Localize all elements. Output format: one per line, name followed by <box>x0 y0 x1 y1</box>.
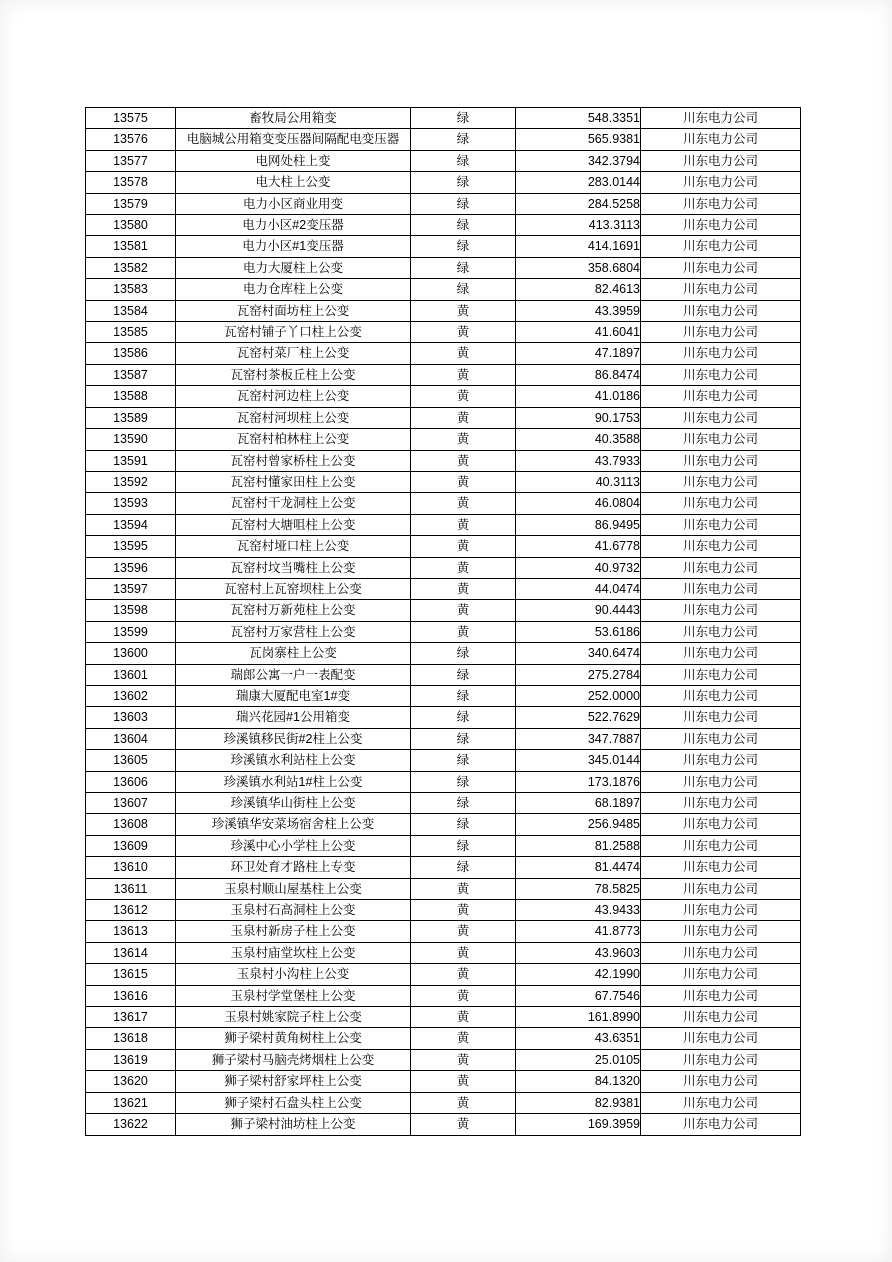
cell-name: 珍溪镇水利站柱上公变 <box>176 750 411 771</box>
cell-value: 86.8474 <box>516 364 641 385</box>
cell-value: 41.6778 <box>516 536 641 557</box>
table-row <box>86 857 801 878</box>
table-row <box>86 1049 801 1070</box>
cell-id: 13610 <box>86 857 176 878</box>
cell-id: 13607 <box>86 793 176 814</box>
cell-company: 川东电力公司 <box>641 621 801 642</box>
cell-id: 13577 <box>86 150 176 171</box>
cell-value: 42.1990 <box>516 964 641 985</box>
cell-name: 瓦窑村垭口柱上公变 <box>176 536 411 557</box>
table-row <box>86 215 801 236</box>
cell-value: 86.9495 <box>516 514 641 535</box>
cell-name: 瓦窑村万新苑柱上公变 <box>176 600 411 621</box>
cell-name: 狮子梁村石盘头柱上公变 <box>176 1092 411 1113</box>
cell-company: 川东电力公司 <box>641 193 801 214</box>
table-row <box>86 514 801 535</box>
cell-value: 413.3113 <box>516 215 641 236</box>
cell-name: 瓦窑村曾家桥柱上公变 <box>176 450 411 471</box>
cell-value: 522.7629 <box>516 707 641 728</box>
cell-company: 川东电力公司 <box>641 300 801 321</box>
table-row <box>86 322 801 343</box>
cell-company: 川东电力公司 <box>641 1028 801 1049</box>
table-row <box>86 793 801 814</box>
table-row <box>86 279 801 300</box>
cell-company: 川东电力公司 <box>641 279 801 300</box>
cell-value: 565.9381 <box>516 129 641 150</box>
cell-name: 瓦窑村柏林柱上公变 <box>176 429 411 450</box>
table-row <box>86 600 801 621</box>
cell-company: 川东电力公司 <box>641 343 801 364</box>
cell-value: 345.0144 <box>516 750 641 771</box>
cell-status: 绿 <box>411 279 516 300</box>
table-row <box>86 1071 801 1092</box>
cell-id: 13592 <box>86 471 176 492</box>
cell-status: 黄 <box>411 578 516 599</box>
table-row <box>86 364 801 385</box>
cell-id: 13596 <box>86 557 176 578</box>
cell-value: 81.2588 <box>516 835 641 856</box>
cell-value: 256.9485 <box>516 814 641 835</box>
cell-company: 川东电力公司 <box>641 1007 801 1028</box>
cell-status: 绿 <box>411 193 516 214</box>
cell-name: 狮子梁村油坊柱上公变 <box>176 1114 411 1135</box>
cell-company: 川东电力公司 <box>641 878 801 899</box>
cell-name: 瓦窑村坟当嘴柱上公变 <box>176 557 411 578</box>
table-row <box>86 386 801 407</box>
cell-status: 黄 <box>411 1071 516 1092</box>
cell-company: 川东电力公司 <box>641 514 801 535</box>
cell-status: 绿 <box>411 857 516 878</box>
cell-status: 绿 <box>411 150 516 171</box>
cell-id: 13611 <box>86 878 176 899</box>
cell-company: 川东电力公司 <box>641 921 801 942</box>
cell-id: 13622 <box>86 1114 176 1135</box>
cell-id: 13621 <box>86 1092 176 1113</box>
cell-id: 13582 <box>86 257 176 278</box>
cell-id: 13590 <box>86 429 176 450</box>
cell-name: 瓦窑村上瓦窑坝柱上公变 <box>176 578 411 599</box>
cell-id: 13588 <box>86 386 176 407</box>
cell-status: 黄 <box>411 1049 516 1070</box>
cell-id: 13619 <box>86 1049 176 1070</box>
cell-company: 川东电力公司 <box>641 536 801 557</box>
cell-company: 川东电力公司 <box>641 1049 801 1070</box>
cell-status: 黄 <box>411 1007 516 1028</box>
cell-name: 瓦窑村河边柱上公变 <box>176 386 411 407</box>
table-row <box>86 578 801 599</box>
cell-value: 46.0804 <box>516 493 641 514</box>
cell-id: 13602 <box>86 685 176 706</box>
table-row <box>86 921 801 942</box>
table-row <box>86 1114 801 1135</box>
cell-status: 黄 <box>411 429 516 450</box>
cell-company: 川东电力公司 <box>641 150 801 171</box>
cell-company: 川东电力公司 <box>641 814 801 835</box>
cell-status: 绿 <box>411 793 516 814</box>
cell-name: 玉泉村小沟柱上公变 <box>176 964 411 985</box>
cell-company: 川东电力公司 <box>641 1071 801 1092</box>
cell-status: 绿 <box>411 814 516 835</box>
cell-id: 13609 <box>86 835 176 856</box>
cell-id: 13597 <box>86 578 176 599</box>
cell-company: 川东电力公司 <box>641 985 801 1006</box>
table-row <box>86 557 801 578</box>
cell-name: 电网处柱上变 <box>176 150 411 171</box>
cell-status: 黄 <box>411 1028 516 1049</box>
cell-id: 13612 <box>86 900 176 921</box>
cell-value: 40.9732 <box>516 557 641 578</box>
table-row <box>86 471 801 492</box>
cell-company: 川东电力公司 <box>641 707 801 728</box>
cell-name: 珍溪镇移民街#2柱上公变 <box>176 728 411 749</box>
cell-id: 13601 <box>86 664 176 685</box>
cell-value: 358.6804 <box>516 257 641 278</box>
cell-status: 绿 <box>411 771 516 792</box>
cell-status: 黄 <box>411 536 516 557</box>
cell-company: 川东电力公司 <box>641 450 801 471</box>
cell-id: 13578 <box>86 172 176 193</box>
cell-company: 川东电力公司 <box>641 364 801 385</box>
cell-company: 川东电力公司 <box>641 215 801 236</box>
cell-status: 绿 <box>411 172 516 193</box>
cell-status: 黄 <box>411 942 516 963</box>
cell-value: 67.7546 <box>516 985 641 1006</box>
cell-name: 电力大厦柱上公变 <box>176 257 411 278</box>
table-row <box>86 643 801 664</box>
cell-name: 狮子梁村黄角树柱上公变 <box>176 1028 411 1049</box>
cell-value: 275.2784 <box>516 664 641 685</box>
cell-value: 47.1897 <box>516 343 641 364</box>
cell-value: 68.1897 <box>516 793 641 814</box>
cell-status: 黄 <box>411 964 516 985</box>
cell-id: 13599 <box>86 621 176 642</box>
cell-id: 13618 <box>86 1028 176 1049</box>
cell-company: 川东电力公司 <box>641 900 801 921</box>
cell-company: 川东电力公司 <box>641 407 801 428</box>
cell-name: 玉泉村学堂堡柱上公变 <box>176 985 411 1006</box>
cell-value: 283.0144 <box>516 172 641 193</box>
cell-value: 414.1691 <box>516 236 641 257</box>
table-row <box>86 878 801 899</box>
cell-id: 13591 <box>86 450 176 471</box>
cell-value: 81.4474 <box>516 857 641 878</box>
cell-status: 绿 <box>411 215 516 236</box>
cell-status: 黄 <box>411 900 516 921</box>
cell-id: 13579 <box>86 193 176 214</box>
table-row <box>86 172 801 193</box>
cell-name: 瓦窑村河坝柱上公变 <box>176 407 411 428</box>
cell-company: 川东电力公司 <box>641 857 801 878</box>
cell-name: 珍溪镇水利站1#柱上公变 <box>176 771 411 792</box>
cell-status: 黄 <box>411 343 516 364</box>
cell-status: 绿 <box>411 643 516 664</box>
cell-name: 珍溪镇华山街柱上公变 <box>176 793 411 814</box>
cell-company: 川东电力公司 <box>641 600 801 621</box>
cell-name: 环卫处育才路柱上专变 <box>176 857 411 878</box>
cell-id: 13620 <box>86 1071 176 1092</box>
cell-value: 284.5258 <box>516 193 641 214</box>
cell-name: 瓦岗寨柱上公变 <box>176 643 411 664</box>
table-row <box>86 664 801 685</box>
cell-value: 347.7887 <box>516 728 641 749</box>
cell-value: 41.8773 <box>516 921 641 942</box>
cell-name: 电力仓库柱上公变 <box>176 279 411 300</box>
cell-company: 川东电力公司 <box>641 578 801 599</box>
table-row <box>86 343 801 364</box>
cell-status: 黄 <box>411 557 516 578</box>
cell-status: 黄 <box>411 621 516 642</box>
cell-name: 畜牧局公用箱变 <box>176 108 411 129</box>
cell-value: 25.0105 <box>516 1049 641 1070</box>
cell-value: 43.3959 <box>516 300 641 321</box>
table-row <box>86 193 801 214</box>
cell-id: 13585 <box>86 322 176 343</box>
table-row <box>86 257 801 278</box>
cell-name: 玉泉村顺山屋基柱上公变 <box>176 878 411 899</box>
cell-status: 黄 <box>411 407 516 428</box>
cell-company: 川东电力公司 <box>641 728 801 749</box>
table-row <box>86 450 801 471</box>
cell-id: 13589 <box>86 407 176 428</box>
cell-company: 川东电力公司 <box>641 643 801 664</box>
table-row <box>86 536 801 557</box>
cell-value: 53.6186 <box>516 621 641 642</box>
cell-value: 173.1876 <box>516 771 641 792</box>
cell-id: 13581 <box>86 236 176 257</box>
cell-company: 川东电力公司 <box>641 557 801 578</box>
cell-value: 548.3351 <box>516 108 641 129</box>
cell-id: 13584 <box>86 300 176 321</box>
cell-status: 绿 <box>411 685 516 706</box>
cell-id: 13586 <box>86 343 176 364</box>
cell-value: 161.8990 <box>516 1007 641 1028</box>
cell-value: 43.9603 <box>516 942 641 963</box>
cell-id: 13605 <box>86 750 176 771</box>
cell-status: 绿 <box>411 728 516 749</box>
cell-value: 342.3794 <box>516 150 641 171</box>
cell-value: 169.3959 <box>516 1114 641 1135</box>
cell-company: 川东电力公司 <box>641 793 801 814</box>
cell-name: 电大柱上公变 <box>176 172 411 193</box>
cell-name: 瑞兴花园#1公用箱变 <box>176 707 411 728</box>
cell-id: 13600 <box>86 643 176 664</box>
cell-name: 瓦窑村干龙洞柱上公变 <box>176 493 411 514</box>
cell-status: 黄 <box>411 322 516 343</box>
cell-value: 40.3588 <box>516 429 641 450</box>
cell-company: 川东电力公司 <box>641 429 801 450</box>
cell-name: 瑞康大厦配电室1#变 <box>176 685 411 706</box>
cell-name: 珍溪镇华安菜场宿舍柱上公变 <box>176 814 411 835</box>
cell-value: 82.4613 <box>516 279 641 300</box>
cell-company: 川东电力公司 <box>641 1092 801 1113</box>
cell-company: 川东电力公司 <box>641 493 801 514</box>
cell-status: 黄 <box>411 450 516 471</box>
cell-id: 13580 <box>86 215 176 236</box>
cell-name: 狮子梁村舒家坪柱上公变 <box>176 1071 411 1092</box>
table-row <box>86 942 801 963</box>
cell-name: 瓦窑村面坊柱上公变 <box>176 300 411 321</box>
cell-name: 瓦窑村大塘咀柱上公变 <box>176 514 411 535</box>
cell-company: 川东电力公司 <box>641 236 801 257</box>
table-row <box>86 728 801 749</box>
cell-status: 黄 <box>411 1092 516 1113</box>
cell-name: 玉泉村姚家院子柱上公变 <box>176 1007 411 1028</box>
cell-name: 电力小区#1变压器 <box>176 236 411 257</box>
table-row <box>86 900 801 921</box>
table-row <box>86 150 801 171</box>
cell-id: 13583 <box>86 279 176 300</box>
cell-status: 黄 <box>411 493 516 514</box>
cell-status: 绿 <box>411 707 516 728</box>
cell-id: 13604 <box>86 728 176 749</box>
cell-company: 川东电力公司 <box>641 685 801 706</box>
cell-status: 黄 <box>411 985 516 1006</box>
table-row <box>86 685 801 706</box>
cell-id: 13615 <box>86 964 176 985</box>
cell-company: 川东电力公司 <box>641 108 801 129</box>
cell-value: 43.7933 <box>516 450 641 471</box>
cell-id: 13608 <box>86 814 176 835</box>
table-row <box>86 429 801 450</box>
cell-company: 川东电力公司 <box>641 257 801 278</box>
table-row <box>86 300 801 321</box>
cell-value: 252.0000 <box>516 685 641 706</box>
cell-name: 瓦窑村茶板丘柱上公变 <box>176 364 411 385</box>
cell-status: 黄 <box>411 364 516 385</box>
table-row <box>86 1028 801 1049</box>
table-row <box>86 1092 801 1113</box>
cell-company: 川东电力公司 <box>641 664 801 685</box>
cell-value: 82.9381 <box>516 1092 641 1113</box>
cell-value: 41.0186 <box>516 386 641 407</box>
cell-name: 瑞郎公寓一户一表配变 <box>176 664 411 685</box>
cell-status: 绿 <box>411 129 516 150</box>
cell-status: 黄 <box>411 471 516 492</box>
table-row <box>86 493 801 514</box>
cell-company: 川东电力公司 <box>641 322 801 343</box>
cell-id: 13598 <box>86 600 176 621</box>
table-row <box>86 621 801 642</box>
cell-value: 90.1753 <box>516 407 641 428</box>
cell-id: 13594 <box>86 514 176 535</box>
cell-name: 电脑城公用箱变变压器间隔配电变压器 <box>176 129 411 150</box>
cell-company: 川东电力公司 <box>641 129 801 150</box>
cell-company: 川东电力公司 <box>641 172 801 193</box>
transformer-table <box>85 107 801 1136</box>
table-row <box>86 707 801 728</box>
table-row <box>86 750 801 771</box>
table-row <box>86 129 801 150</box>
cell-id: 13606 <box>86 771 176 792</box>
cell-id: 13613 <box>86 921 176 942</box>
cell-id: 13576 <box>86 129 176 150</box>
cell-name: 电力小区商业用变 <box>176 193 411 214</box>
cell-company: 川东电力公司 <box>641 964 801 985</box>
cell-value: 78.5825 <box>516 878 641 899</box>
cell-id: 13617 <box>86 1007 176 1028</box>
cell-name: 电力小区#2变压器 <box>176 215 411 236</box>
table-row <box>86 835 801 856</box>
cell-name: 珍溪中心小学柱上公变 <box>176 835 411 856</box>
cell-status: 绿 <box>411 835 516 856</box>
cell-value: 43.9433 <box>516 900 641 921</box>
cell-name: 瓦窑村懂家田柱上公变 <box>176 471 411 492</box>
table-row <box>86 985 801 1006</box>
cell-status: 黄 <box>411 921 516 942</box>
cell-company: 川东电力公司 <box>641 750 801 771</box>
cell-value: 84.1320 <box>516 1071 641 1092</box>
table-row <box>86 108 801 129</box>
cell-id: 13587 <box>86 364 176 385</box>
cell-status: 绿 <box>411 236 516 257</box>
cell-name: 玉泉村新房子柱上公变 <box>176 921 411 942</box>
cell-company: 川东电力公司 <box>641 835 801 856</box>
cell-status: 黄 <box>411 386 516 407</box>
cell-value: 41.6041 <box>516 322 641 343</box>
table-row <box>86 771 801 792</box>
table-row <box>86 814 801 835</box>
cell-name: 狮子梁村马脑壳烤烟柱上公变 <box>176 1049 411 1070</box>
cell-id: 13593 <box>86 493 176 514</box>
cell-status: 黄 <box>411 300 516 321</box>
cell-name: 玉泉村庙堂坎柱上公变 <box>176 942 411 963</box>
cell-status: 绿 <box>411 108 516 129</box>
cell-status: 绿 <box>411 664 516 685</box>
cell-company: 川东电力公司 <box>641 471 801 492</box>
cell-name: 玉泉村石高洞柱上公变 <box>176 900 411 921</box>
cell-id: 13603 <box>86 707 176 728</box>
cell-value: 43.6351 <box>516 1028 641 1049</box>
cell-value: 40.3113 <box>516 471 641 492</box>
cell-name: 瓦窑村万家营柱上公变 <box>176 621 411 642</box>
cell-company: 川东电力公司 <box>641 942 801 963</box>
cell-id: 13595 <box>86 536 176 557</box>
cell-status: 黄 <box>411 1114 516 1135</box>
cell-value: 90.4443 <box>516 600 641 621</box>
cell-company: 川东电力公司 <box>641 771 801 792</box>
cell-name: 瓦窑村铺子丫口柱上公变 <box>176 322 411 343</box>
cell-status: 绿 <box>411 750 516 771</box>
table-body <box>86 108 801 1136</box>
cell-status: 黄 <box>411 514 516 535</box>
cell-company: 川东电力公司 <box>641 386 801 407</box>
cell-id: 13575 <box>86 108 176 129</box>
cell-id: 13614 <box>86 942 176 963</box>
cell-id: 13616 <box>86 985 176 1006</box>
cell-status: 黄 <box>411 600 516 621</box>
cell-value: 340.6474 <box>516 643 641 664</box>
table-row <box>86 1007 801 1028</box>
cell-name: 瓦窑村菜厂柱上公变 <box>176 343 411 364</box>
cell-company: 川东电力公司 <box>641 1114 801 1135</box>
table-row <box>86 964 801 985</box>
cell-status: 绿 <box>411 257 516 278</box>
cell-value: 44.0474 <box>516 578 641 599</box>
cell-status: 黄 <box>411 878 516 899</box>
table-row <box>86 236 801 257</box>
table-row <box>86 407 801 428</box>
